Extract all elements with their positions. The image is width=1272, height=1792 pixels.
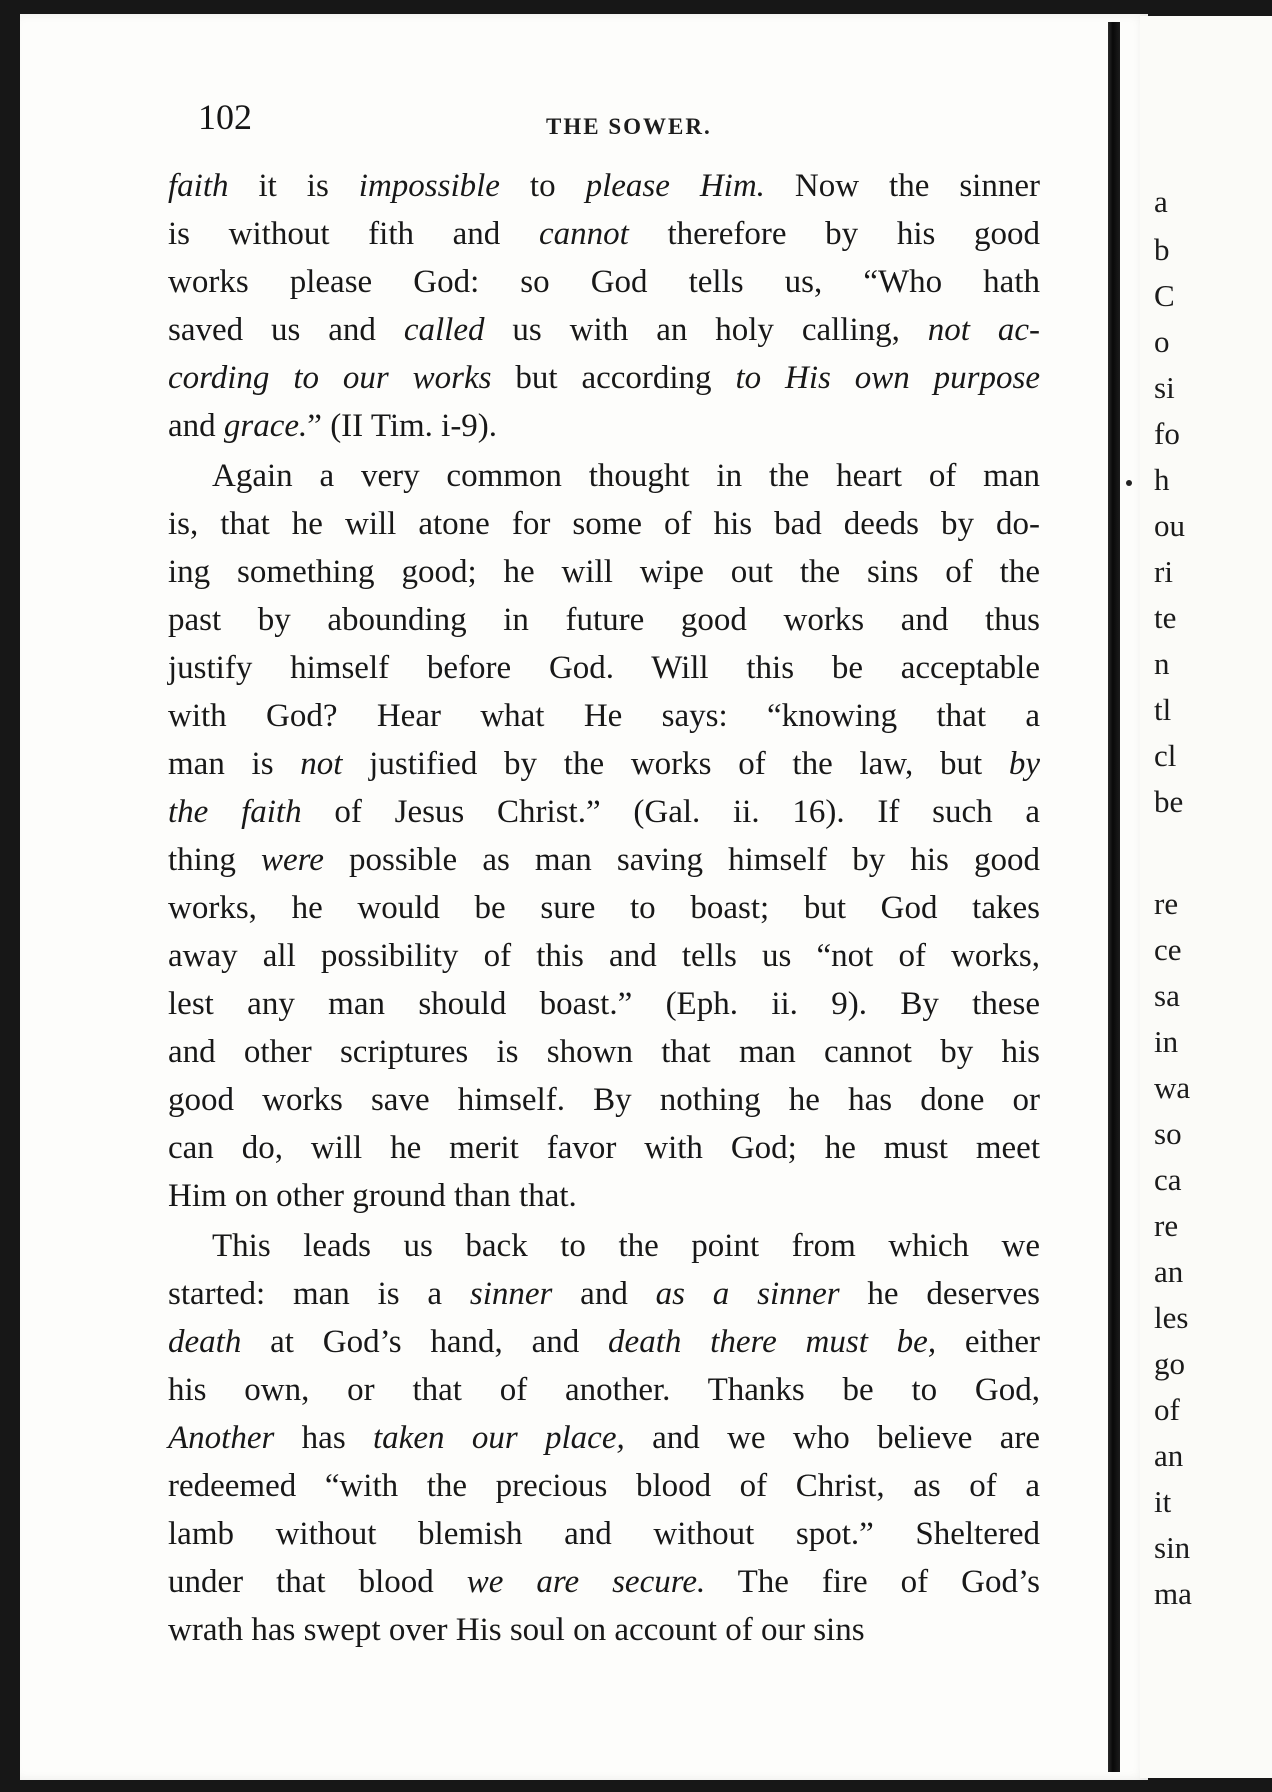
text-line <box>168 1606 1040 1654</box>
text-line <box>168 258 1040 306</box>
text-line <box>168 1076 1040 1124</box>
text-run: works please God: so God tells us, “Who hath <box>168 264 1040 300</box>
text-run: man is <box>168 746 301 782</box>
text-run: good works save himself. By nothing he has done or <box>168 1082 1040 1118</box>
text-run: started: man is a <box>168 1276 470 1312</box>
facing-page-fragment: h <box>1154 462 1170 497</box>
text-line <box>168 884 1040 932</box>
text-run: away all possibility of this and tells us “not of works, <box>168 938 1040 974</box>
facing-page-fragment: o <box>1154 324 1170 359</box>
facing-page-fragment: re <box>1154 1208 1179 1243</box>
facing-page-fragment: cl <box>1154 738 1177 773</box>
facing-page-fragment: wa <box>1154 1070 1191 1105</box>
facing-page-fragment: be <box>1154 784 1184 819</box>
text-run: Again a very common thought in the heart of man <box>212 458 1040 494</box>
text-run: either <box>936 1324 1041 1360</box>
text-line <box>168 980 1040 1028</box>
text-run: under that blood <box>168 1564 467 1600</box>
text-line <box>168 932 1040 980</box>
text-line <box>168 788 1040 836</box>
text-run: and <box>168 408 224 444</box>
text-line <box>168 1172 1040 1220</box>
facing-page-fragment: ou <box>1154 508 1185 543</box>
text-line <box>168 1222 1040 1270</box>
text-run: with God? Hear what He says: “knowing that a <box>168 698 1040 734</box>
facing-page-fragment: ce <box>1154 932 1182 967</box>
text-line <box>168 1318 1040 1366</box>
italic-run: were <box>260 842 324 878</box>
text-run: and other scriptures is shown that man cannot by his <box>168 1034 1040 1070</box>
italic-run: to His own purpose <box>735 360 1040 396</box>
italic-run: cording to our works <box>168 360 492 396</box>
text-run: This leads us back to the point from which we <box>212 1228 1040 1264</box>
facing-page-fragment: sin <box>1154 1530 1191 1565</box>
text-line <box>168 500 1040 548</box>
text-run: ” (II Tim. i-9). <box>307 408 498 444</box>
italic-run: we are secure. <box>466 1564 706 1600</box>
italic-run: cannot <box>538 216 629 252</box>
text-run: is without f <box>168 216 380 252</box>
italic-run: faith <box>168 168 229 204</box>
facing-page-fragment: les <box>1154 1300 1189 1335</box>
italic-run: not ac- <box>927 312 1040 348</box>
text-run: it is <box>228 168 359 204</box>
text-run: past by abounding in future good works and thus <box>168 602 1040 638</box>
facing-page-fragment: go <box>1154 1346 1185 1381</box>
text-run: wrath has swept over His soul on account of our sins <box>168 1612 865 1648</box>
text-run: therefore by his good <box>628 216 1040 252</box>
text-run: is, that he will atone for some of his bad deeds by do- <box>168 506 1040 542</box>
facing-page-fragment: si <box>1154 370 1175 405</box>
text-line <box>168 596 1040 644</box>
text-run: ith and <box>379 216 539 252</box>
italic-run: the faith <box>168 794 302 830</box>
text-run: can do, will he merit favor with God; he must meet <box>168 1130 1040 1166</box>
text-run: us with an holy calling, <box>484 312 928 348</box>
text-line <box>168 740 1040 788</box>
page-number: 102 <box>198 97 252 137</box>
text-run: and <box>552 1276 656 1312</box>
text-run: possible as man saving himself by his good <box>323 842 1040 878</box>
text-run: lest any man should boast.” (Eph. ii. 9). By these <box>168 986 1040 1022</box>
italic-run: taken our place, <box>373 1420 625 1456</box>
text-line <box>168 162 1040 210</box>
text-line <box>168 1510 1040 1558</box>
facing-page-fragment: C <box>1154 278 1175 313</box>
book-spine <box>1108 22 1120 1772</box>
body-text <box>168 162 1040 1654</box>
text-line <box>168 1462 1040 1510</box>
text-run: Now the sinner <box>764 168 1040 204</box>
text-line <box>168 354 1040 402</box>
text-run: he deserves <box>839 1276 1040 1312</box>
italic-run: grace. <box>223 408 308 444</box>
facing-page-fragment: in <box>1154 1024 1179 1059</box>
facing-page-fragment: a <box>1154 184 1168 219</box>
facing-page-fragment: re <box>1154 886 1179 921</box>
text-line <box>168 1270 1040 1318</box>
facing-page-fragment: of <box>1154 1392 1180 1427</box>
italic-run: impossible <box>358 168 500 204</box>
text-line <box>168 210 1040 258</box>
text-line <box>168 1414 1040 1462</box>
text-run: redeemed “with the precious blood of Christ, as of a <box>168 1468 1040 1504</box>
text-run: works, he would be sure to boast; but God takes <box>168 890 1040 926</box>
text-run: thing <box>168 842 261 878</box>
text-line <box>168 836 1040 884</box>
text-run: has <box>274 1420 374 1456</box>
italic-run: by <box>1008 746 1040 782</box>
facing-page-fragment: an <box>1154 1438 1184 1473</box>
facing-page-fragment: b <box>1154 232 1170 267</box>
page-header <box>198 96 1068 140</box>
spine-mark <box>1126 480 1132 486</box>
italic-run: as a sinner <box>655 1276 840 1312</box>
text-run: his own, or that of another. Thanks be to God, <box>168 1372 1040 1408</box>
text-run: lamb without blemish and without spot.” Sheltered <box>168 1516 1040 1552</box>
italic-run: death there must be, <box>608 1324 937 1360</box>
facing-page-fragment: ri <box>1154 554 1173 589</box>
facing-page-fragment: it <box>1154 1484 1172 1519</box>
text-line <box>168 402 1040 450</box>
text-run: at God’s hand, and <box>241 1324 609 1360</box>
text-line <box>168 1124 1040 1172</box>
facing-page-fragment: n <box>1154 646 1170 681</box>
italic-run: not <box>300 746 343 782</box>
italic-run: Another <box>168 1420 275 1456</box>
text-run: Him on other ground than that. <box>168 1178 577 1214</box>
italic-run: called <box>403 312 485 348</box>
text-run: ing something good; he will wipe out the sins of the <box>168 554 1040 590</box>
facing-page-fragment: an <box>1154 1254 1184 1289</box>
facing-page-fragment: tl <box>1154 692 1172 727</box>
text-run: to <box>499 168 586 204</box>
italic-run: please Him. <box>585 168 765 204</box>
italic-run: death <box>168 1324 242 1360</box>
text-run: saved us and <box>168 312 404 348</box>
text-line <box>168 548 1040 596</box>
text-line <box>168 452 1040 500</box>
book-page-right-edge <box>1140 16 1272 1778</box>
text-run: and we who believe are <box>624 1420 1040 1456</box>
facing-page-fragment: ma <box>1154 1576 1192 1611</box>
facing-page-fragment: sa <box>1154 978 1180 1013</box>
text-run: of Jesus Christ.” (Gal. ii. 16). If such a <box>301 794 1040 830</box>
facing-page-fragment: fo <box>1154 416 1180 451</box>
text-run: justified by the works of the law, but <box>342 746 1009 782</box>
text-line <box>168 1028 1040 1076</box>
text-run: but according <box>491 360 736 396</box>
text-line <box>168 692 1040 740</box>
italic-run: sinner <box>469 1276 553 1312</box>
text-run: justify himself before God. Will this be acceptable <box>168 650 1040 686</box>
facing-page-fragment: te <box>1154 600 1177 635</box>
text-run: The fire of God’s <box>705 1564 1040 1600</box>
text-line <box>168 306 1040 354</box>
text-line <box>168 644 1040 692</box>
facing-page-fragment: ca <box>1154 1162 1182 1197</box>
text-line <box>168 1366 1040 1414</box>
facing-page-fragment: so <box>1154 1116 1182 1151</box>
text-line <box>168 1558 1040 1606</box>
running-title: THE SOWER. <box>546 114 712 139</box>
